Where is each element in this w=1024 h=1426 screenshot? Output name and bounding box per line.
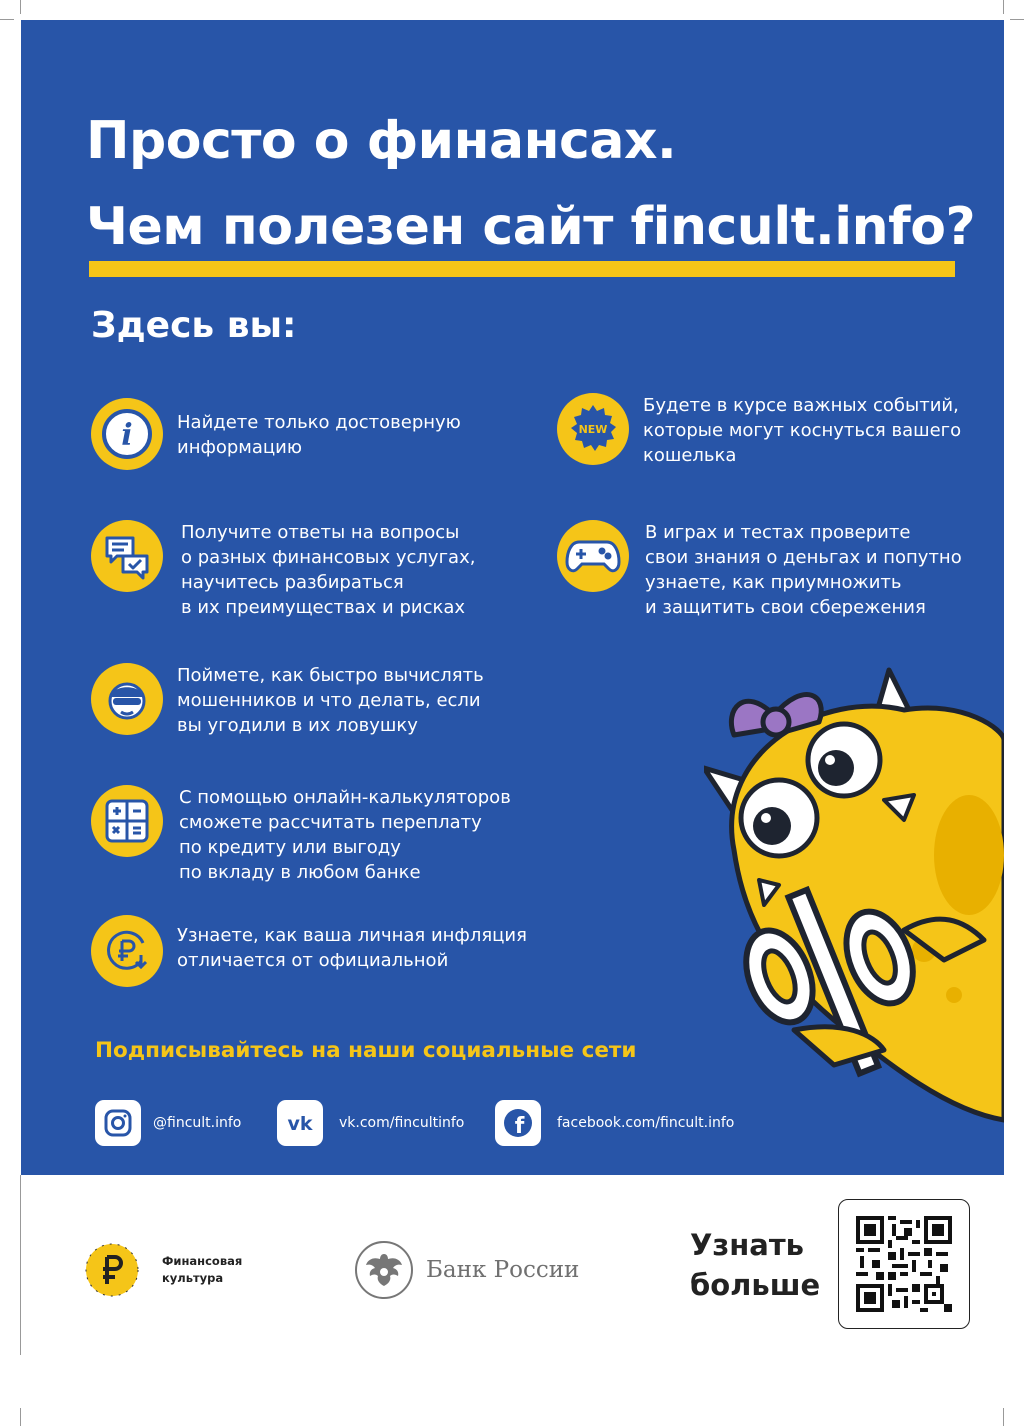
facebook-icon	[495, 1100, 541, 1146]
crop-mark	[20, 1408, 21, 1426]
facebook-link[interactable]: facebook.com/fincult.info	[557, 1115, 735, 1131]
feature-line: о разных финансовых услугах,	[181, 547, 476, 568]
new-badge-icon	[557, 393, 629, 465]
fincult-line-1: Финансовая	[162, 1254, 243, 1268]
social-instagram[interactable]	[95, 1100, 241, 1146]
feature-line: вы угодили в их ловушку	[177, 715, 418, 736]
feature-calculators	[91, 785, 511, 885]
crop-mark	[1003, 1408, 1004, 1426]
fincult-line-2: культура	[162, 1271, 224, 1285]
learn-line-2: больше	[690, 1268, 821, 1302]
social-title: Подписывайтесь на наши социальные сети	[95, 1038, 637, 1063]
qr-code-icon[interactable]	[856, 1216, 952, 1312]
info-icon	[91, 398, 163, 470]
fraudster-icon	[91, 663, 163, 735]
ruble-inflation-icon	[91, 915, 163, 987]
feature-line: В играх и тестах проверите	[645, 522, 911, 543]
calculator-icon	[91, 785, 163, 857]
bank-of-russia-logo	[354, 1240, 579, 1300]
feature-line: научитесь разбираться	[181, 572, 404, 593]
feature-inflation	[91, 915, 527, 987]
gamepad-icon	[557, 520, 629, 592]
feature-line: информацию	[177, 437, 303, 458]
feature-line: Узнаете, как ваша личная инфляция	[177, 925, 527, 946]
chat-icon	[91, 520, 163, 592]
social-facebook[interactable]	[495, 1100, 734, 1146]
poster-panel	[21, 20, 1004, 1175]
svg-text:f: f	[514, 1114, 525, 1139]
title-line-2: Чем полезен сайт fincult.info?	[86, 197, 976, 257]
social-vk[interactable]	[277, 1100, 464, 1146]
crop-mark	[1003, 0, 1004, 14]
qr-code-frame[interactable]	[838, 1199, 970, 1329]
vk-icon	[277, 1100, 323, 1146]
vk-link[interactable]: vk.com/fincultinfo	[339, 1115, 465, 1131]
crop-mark	[20, 1175, 21, 1355]
feature-line: которые могут коснуться вашего	[643, 420, 962, 441]
section-subtitle: Здесь вы:	[91, 305, 297, 346]
feature-line: Будете в курсе важных событий,	[643, 395, 959, 416]
feature-line: отличается от официальной	[177, 950, 449, 971]
feature-line: Найдете только достоверную	[177, 412, 461, 433]
learn-more-text	[690, 1225, 820, 1305]
crop-mark	[0, 19, 14, 20]
double-eagle-emblem-icon	[354, 1240, 414, 1300]
feature-line: Поймете, как быстро вычислять	[177, 665, 484, 686]
feature-games	[557, 520, 962, 620]
page-title	[86, 98, 975, 270]
learn-line-1: Узнать	[690, 1228, 804, 1262]
feature-line: в их преимуществах и рисках	[181, 597, 466, 618]
yellow-divider	[89, 261, 955, 277]
instagram-icon	[95, 1100, 141, 1146]
crop-mark	[1010, 19, 1024, 20]
instagram-link[interactable]: @fincult.info	[153, 1115, 242, 1131]
bank-name: Банк России	[426, 1257, 580, 1283]
feature-line: и защитить свои сбережения	[645, 597, 926, 618]
feature-reliable-info	[91, 398, 461, 470]
ruble-coin-icon	[84, 1242, 140, 1298]
feature-news	[557, 393, 961, 468]
feature-line: по кредиту или выгоду	[179, 837, 401, 858]
crop-mark	[20, 0, 21, 14]
title-line-1: Просто о финансах.	[86, 111, 677, 171]
feature-fraud	[91, 663, 484, 738]
feature-line: по вкладу в любом банке	[179, 862, 421, 883]
feature-line: свои знания о деньгах и попутно	[645, 547, 962, 568]
svg-text:i: i	[121, 418, 133, 453]
svg-text:vk: vk	[287, 1113, 313, 1134]
feature-answers	[91, 520, 475, 620]
feature-line: узнаете, как приумножить	[645, 572, 902, 593]
monster-mascot-illustration	[704, 640, 1004, 1140]
fincult-logo	[84, 1242, 242, 1298]
feature-line: С помощью онлайн-калькуляторов	[179, 787, 511, 808]
feature-line: мошенников и что делать, если	[177, 690, 481, 711]
feature-line: кошелька	[643, 445, 737, 466]
new-badge-label: NEW	[578, 423, 608, 436]
feature-line: сможете рассчитать переплату	[179, 812, 482, 833]
feature-line: Получите ответы на вопросы	[181, 522, 460, 543]
